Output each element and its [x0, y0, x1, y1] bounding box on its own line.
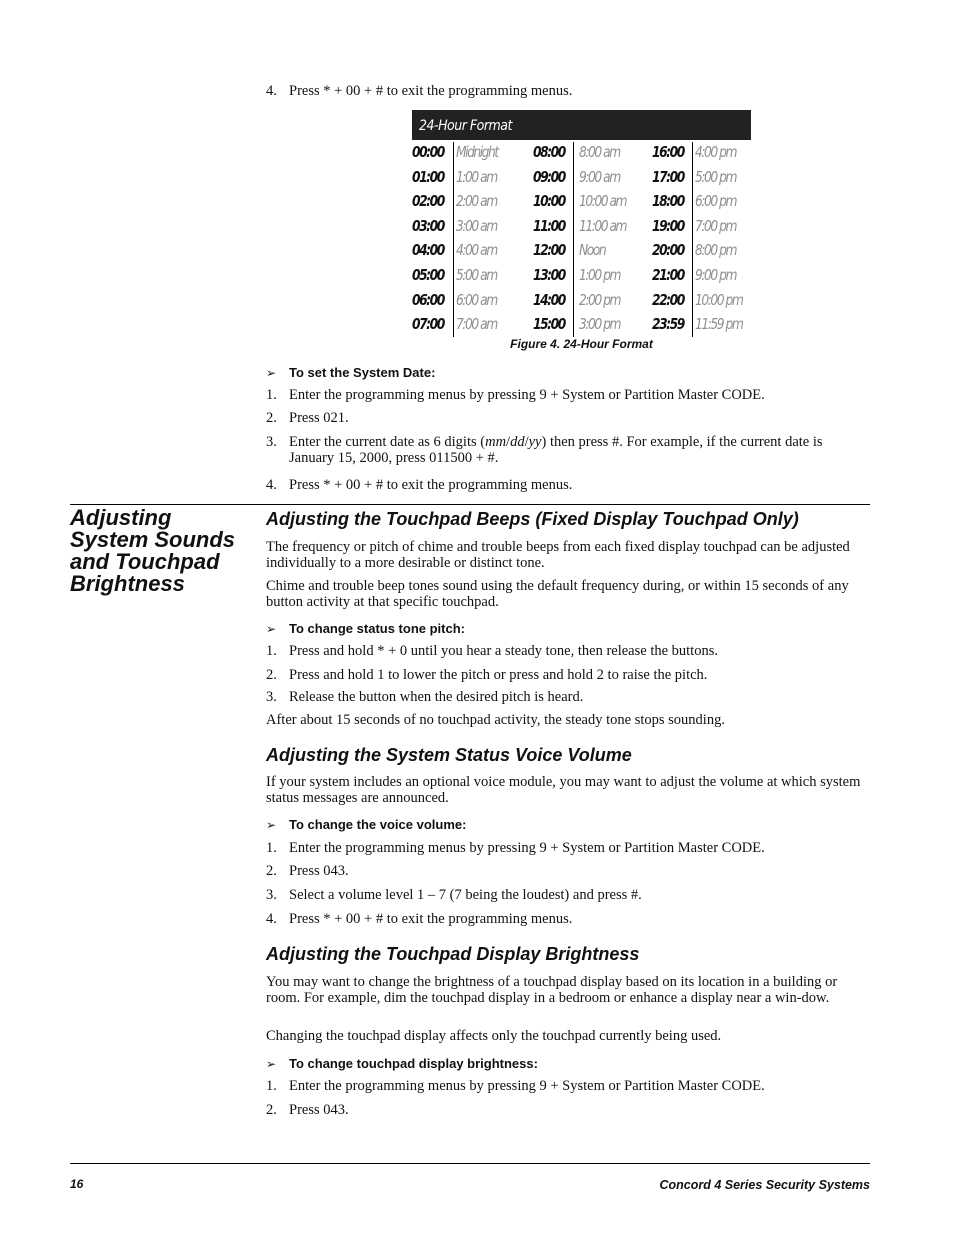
time-label-cell: 10:00 am [579, 192, 627, 211]
column-divider [453, 142, 454, 337]
list-item: 2. Press and hold 1 to lower the pitch or press and hold 2 to raise the pitch. [266, 667, 708, 683]
time-cell: 18:00 [652, 192, 684, 211]
time-label-cell: 11:59 pm [695, 315, 743, 334]
time-cell: 19:00 [652, 216, 684, 235]
time-cell: 07:00 [412, 315, 444, 334]
section-divider [70, 504, 870, 505]
time-cell: 05:00 [412, 265, 444, 284]
time-label-cell: 6:00 am [456, 290, 497, 309]
time-label-cell: 5:00 am [456, 265, 497, 284]
time-cell: 14:00 [533, 290, 565, 309]
arrow-bullet-icon: ➢ [266, 366, 277, 380]
side-heading: Adjusting System Sounds and Touchpad Brightness [70, 505, 236, 596]
time-label-cell: 9:00 am [579, 167, 620, 186]
step-exit-menus: 4. Press * + 00 + # to exit the programming menus. [266, 83, 573, 99]
time-label-cell: 8:00 pm [695, 241, 736, 260]
figure-caption: Figure 4. 24-Hour Format [510, 337, 653, 351]
procedure-heading-voice: ➢ To change the voice volume: [266, 817, 467, 832]
time-cell: 15:00 [533, 315, 565, 334]
time-label-cell: 8:00 am [579, 143, 620, 161]
time-cell: 12:00 [533, 241, 565, 260]
time-cell: 06:00 [412, 290, 444, 309]
time-label-cell: 3:00 am [456, 216, 497, 235]
list-item: 3. Enter the current date as 6 digits (mm/dd/yy) then press #. For example, if the current date is January 15, 2000, press 011500 + #. [266, 434, 823, 466]
list-item: 2. Press 043. [266, 863, 349, 879]
list-item: 3. Select a volume level 1 – 7 (7 being the loudest) and press #. [266, 887, 642, 903]
list-item: 1. Enter the programming menus by pressing 9 + System or Partition Master CODE. [266, 840, 765, 856]
label-column [695, 140, 753, 337]
time-label-cell: 6:00 pm [695, 192, 736, 211]
time-column [652, 140, 691, 337]
list-item: 1. Enter the programming menus by pressing 9 + System or Partition Master CODE. [266, 1078, 765, 1094]
footer-divider [70, 1163, 870, 1164]
time-label-cell: 2:00 am [456, 192, 497, 211]
time-cell: 11:00 [533, 216, 565, 235]
time-label-cell: Noon [579, 241, 606, 260]
time-label-cell: 5:00 pm [695, 167, 736, 186]
column-divider [573, 142, 574, 337]
heading-touchpad-beeps: Adjusting the Touchpad Beeps (Fixed Display Touchpad Only) [266, 509, 799, 529]
time-cell: 21:00 [652, 265, 684, 284]
time-cell: 16:00 [652, 143, 684, 161]
time-column [412, 140, 451, 337]
list-item: 2. Press 021. [266, 410, 349, 426]
time-cell: 08:00 [533, 143, 565, 161]
time-label-cell: 3:00 pm [579, 315, 620, 334]
arrow-bullet-icon: ➢ [266, 818, 277, 832]
paragraph: Changing the touchpad display affects only the touchpad currently being used. [266, 1028, 722, 1044]
list-item: 3. Release the button when the desired pitch is heard. [266, 689, 584, 705]
time-cell: 04:00 [412, 241, 444, 260]
time-cell: 03:00 [412, 216, 444, 235]
time-cell: 01:00 [412, 167, 444, 186]
time-label-cell: 4:00 pm [695, 143, 736, 161]
time-cell: 10:00 [533, 192, 565, 211]
time-label-cell: 7:00 am [456, 315, 497, 334]
time-label-cell: 1:00 am [456, 167, 497, 186]
list-item: 2. Press 043. [266, 1102, 349, 1118]
time-cell: 22:00 [652, 290, 684, 309]
time-label-cell: 10:00 pm [695, 290, 743, 309]
page-number: 16 [70, 1177, 84, 1191]
heading-display-brightness: Adjusting the Touchpad Display Brightness [266, 944, 640, 964]
footer-title: Concord 4 Series Security Systems [659, 1178, 870, 1192]
24-hour-format-table [412, 110, 751, 338]
time-label-cell: 1:00 pm [579, 265, 620, 284]
list-item: 1. Enter the programming menus by pressing 9 + System or Partition Master CODE. [266, 387, 765, 403]
time-column [533, 140, 572, 337]
time-label-cell: 11:00 am [579, 216, 627, 235]
heading-voice-volume: Adjusting the System Status Voice Volume [266, 745, 632, 765]
procedure-heading-date: ➢ To set the System Date: [266, 365, 436, 380]
label-column [579, 140, 636, 337]
time-label-cell: Midnight [456, 143, 498, 161]
paragraph: The frequency or pitch of chime and trouble beeps from each fixed display touchpad can be adjusted individually to a more desirable or distinct tone. [266, 539, 850, 571]
list-item: 4. Press * + 00 + # to exit the programming menus. [266, 911, 573, 927]
paragraph: If your system includes an optional voice module, you may want to adjust the volume at which system status messages are announced. [266, 774, 861, 806]
paragraph: After about 15 seconds of no touchpad activity, the steady tone stops sounding. [266, 712, 725, 728]
arrow-bullet-icon: ➢ [266, 1057, 277, 1071]
list-item: 1. Press and hold * + 0 until you hear a steady tone, then release the buttons. [266, 643, 718, 659]
procedure-heading-brightness: ➢ To change touchpad display brightness: [266, 1056, 538, 1071]
time-label-cell: 2:00 pm [579, 290, 620, 309]
time-cell: 17:00 [652, 167, 684, 186]
time-label-cell: 9:00 pm [695, 265, 736, 284]
time-cell: 20:00 [652, 241, 684, 260]
time-cell: 00:00 [412, 143, 444, 161]
paragraph: Chime and trouble beep tones sound using the default frequency during, or within 15 seconds of any button activity at that specific touchpad. [266, 578, 849, 610]
time-label-cell: 7:00 pm [695, 216, 736, 235]
time-label-cell: 4:00 am [456, 241, 497, 260]
time-cell: 09:00 [533, 167, 565, 186]
column-divider [692, 142, 693, 337]
time-cell: 02:00 [412, 192, 444, 211]
time-cell: 23:59 [652, 315, 684, 334]
arrow-bullet-icon: ➢ [266, 622, 277, 636]
table-title: 24-Hour Format [412, 110, 751, 140]
paragraph: You may want to change the brightness of a touchpad display based on its location in a building or room. For example, dim the touchpad display in a bedroom or enhance a display near a win-dow. [266, 974, 838, 1006]
table-body [412, 140, 751, 338]
list-item: 4. Press * + 00 + # to exit the programming menus. [266, 477, 573, 493]
time-cell: 13:00 [533, 265, 565, 284]
label-column [456, 140, 507, 337]
procedure-heading-tone: ➢ To change status tone pitch: [266, 621, 465, 636]
